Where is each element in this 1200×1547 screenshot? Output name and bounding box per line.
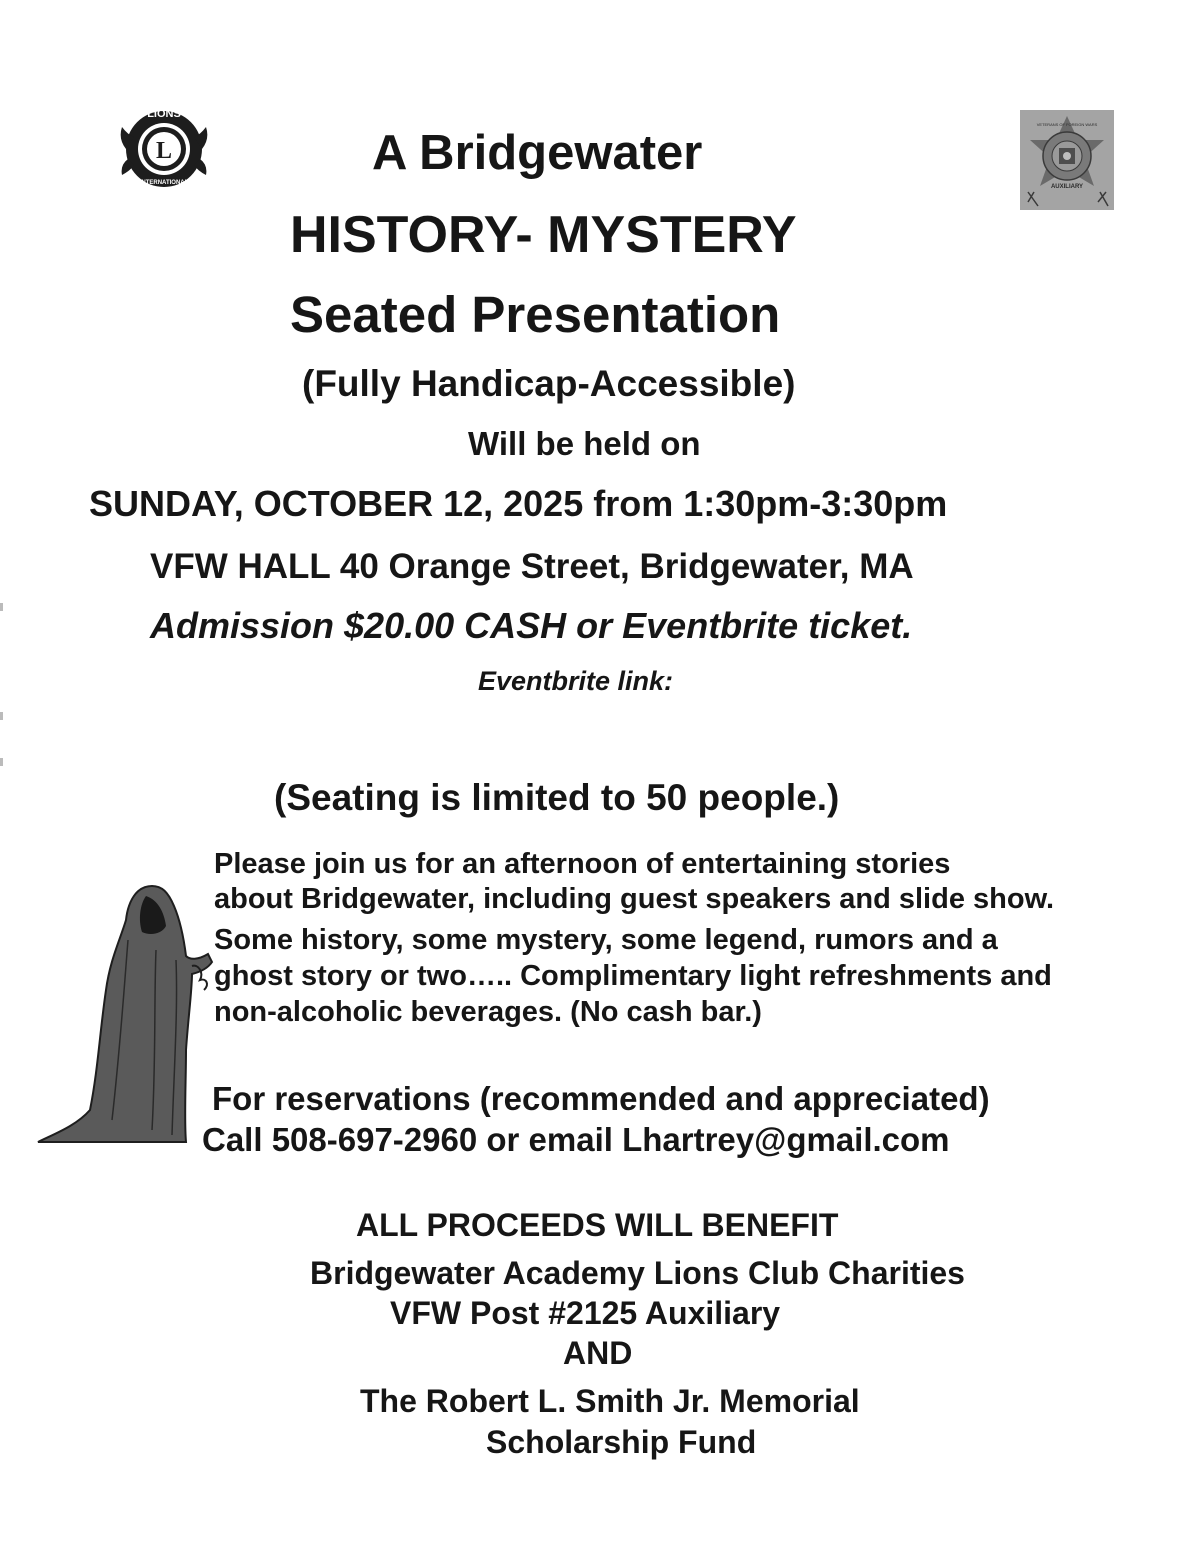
scan-mark xyxy=(0,712,3,720)
eventbrite-link-label: Eventbrite link: xyxy=(478,666,674,696)
title-line-2: HISTORY- MYSTERY xyxy=(290,206,797,264)
beneficiary-vfw: VFW Post #2125 Auxiliary xyxy=(390,1295,781,1331)
admission-text: Admission $20.00 CASH or Eventbrite ticket. xyxy=(150,605,913,646)
proceeds-heading: ALL PROCEEDS WILL BENEFIT xyxy=(356,1207,839,1243)
reservations-line-1: For reservations (recommended and appreciated) xyxy=(212,1080,990,1117)
description-line-4: ghost story or two….. Complimentary light refreshments and xyxy=(214,960,1052,992)
title-line-4: (Fully Handicap-Accessible) xyxy=(302,363,796,404)
beneficiary-lions: Bridgewater Academy Lions Club Charities xyxy=(310,1255,965,1291)
seating-notice: (Seating is limited to 50 people.) xyxy=(274,777,840,818)
event-location: VFW HALL 40 Orange Street, Bridgewater, MA xyxy=(150,547,914,586)
description-line-1: Please join us for an afternoon of entertaining stories xyxy=(214,848,951,880)
scan-mark xyxy=(0,603,3,611)
description-line-5: non-alcoholic beverages. (No cash bar.) xyxy=(214,996,762,1028)
lions-logo-subtext: INTERNATIONAL xyxy=(139,180,189,186)
title-line-3: Seated Presentation xyxy=(290,286,781,343)
proceeds-and: AND xyxy=(563,1335,633,1371)
beneficiary-scholarship-line-2: Scholarship Fund xyxy=(486,1424,757,1460)
lions-logo-text: LIONS xyxy=(147,108,181,120)
description-line-3: Some history, some mystery, some legend, rumors and a xyxy=(214,924,998,956)
vfw-logo-auxiliary-text: AUXILIARY xyxy=(1050,184,1084,190)
ghost-figure-illustration xyxy=(36,880,216,1145)
reservations-contact: Call 508-697-2960 or email Lhartrey@gmail.com xyxy=(202,1121,950,1158)
scan-mark xyxy=(0,758,3,766)
vfw-logo-ring-text: VETERANS OF FOREIGN WARS xyxy=(1036,122,1098,127)
beneficiary-scholarship-line-1: The Robert L. Smith Jr. Memorial xyxy=(360,1383,860,1419)
lions-logo-letter: L xyxy=(155,138,173,164)
lions-club-logo xyxy=(108,93,220,205)
event-date-time: SUNDAY, OCTOBER 12, 2025 from 1:30pm-3:30pm xyxy=(89,483,948,524)
held-on-text: Will be held on xyxy=(468,425,701,462)
vfw-auxiliary-logo xyxy=(1020,110,1114,210)
description-line-2: about Bridgewater, including guest speakers and slide show. xyxy=(214,883,1055,915)
title-line-1: A Bridgewater xyxy=(372,126,703,180)
